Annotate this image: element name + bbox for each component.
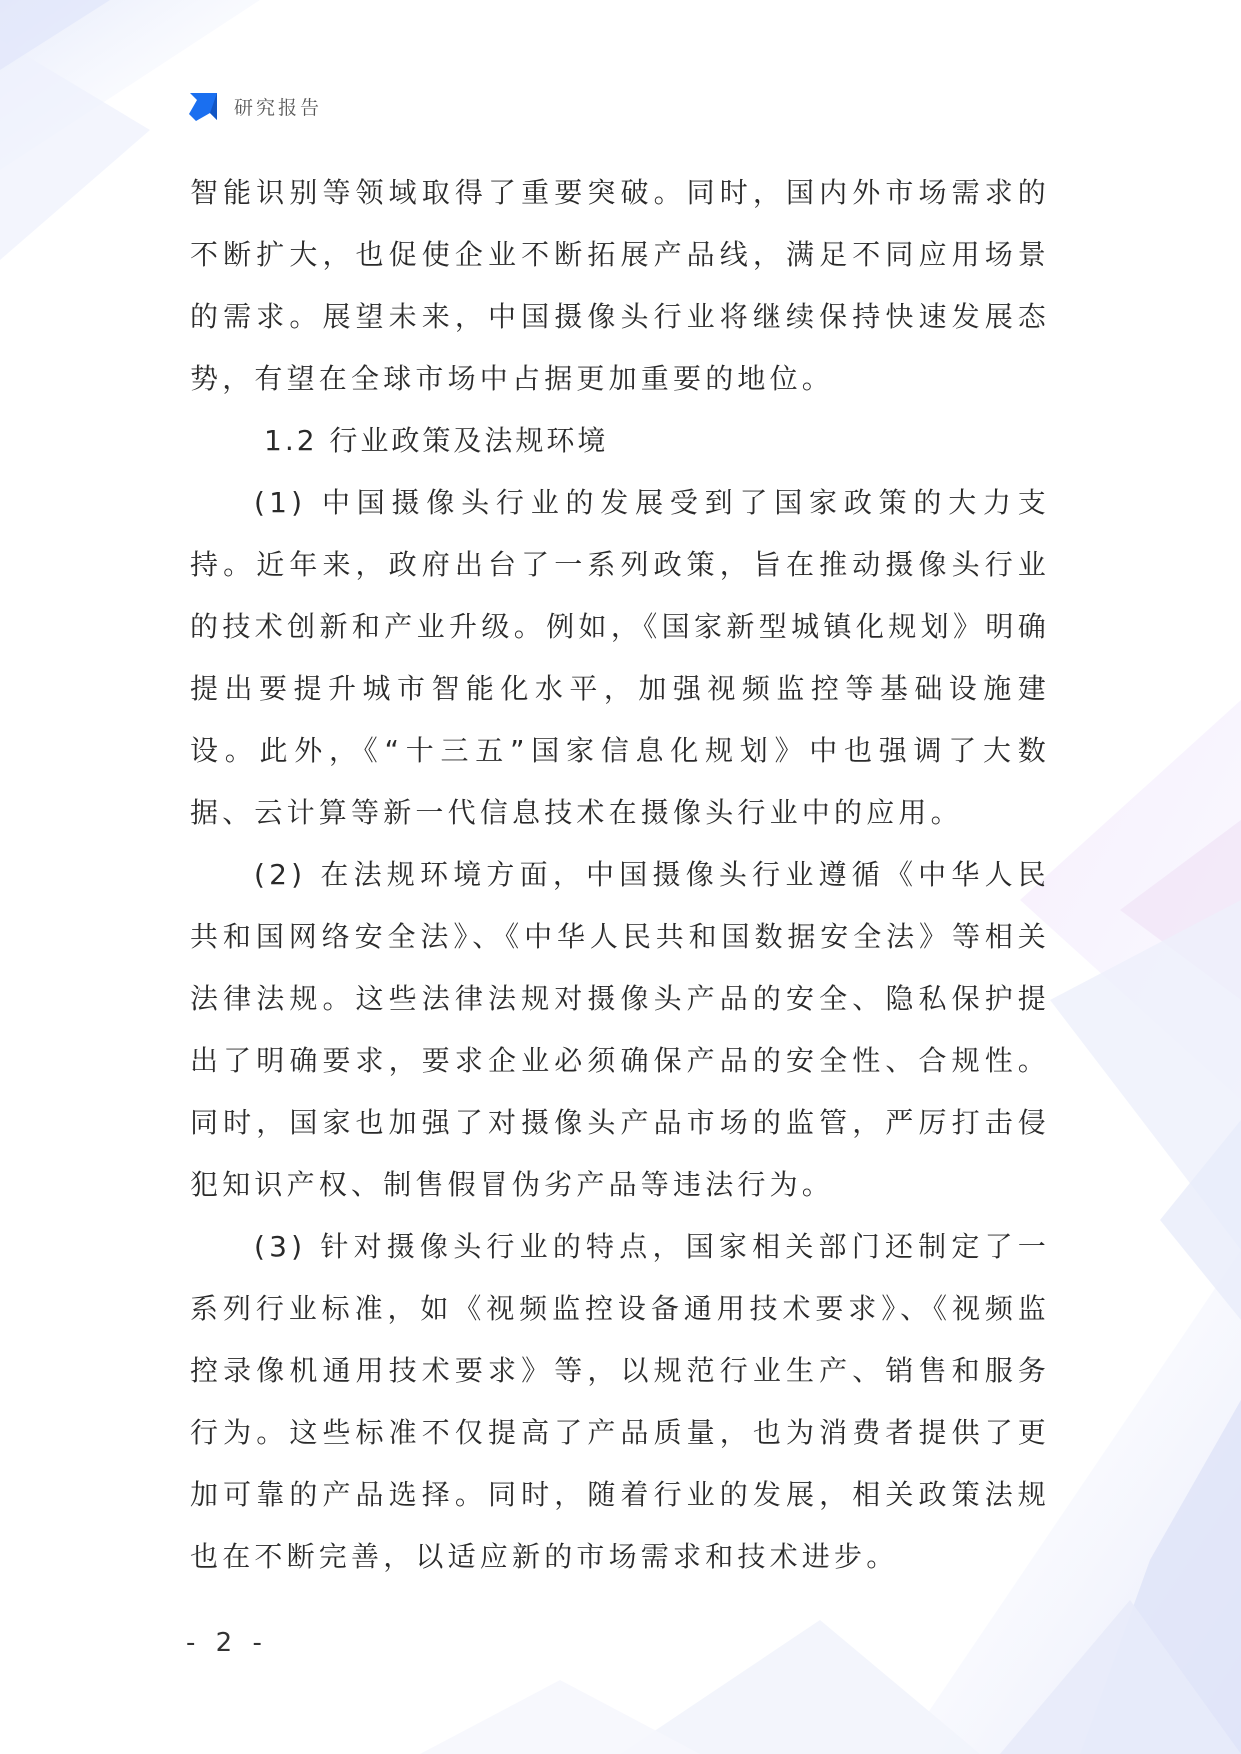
paragraph-regulations: (2) 在法规环境方面，中国摄像头行业遵循《中华人民共和国网络安全法》、《中华人民共和国数据安全法》等相关法律法规。这些法律法规对摄像头产品的安全、隐私保护提出了明确要求，要求企业必须确保产品的安全性、合规性。同时，国家也加强了对摄像头产品市场的监管，严厉打击侵犯知识产权、制售假冒伪劣产品等违法行为。 [190, 858, 1050, 1201]
paragraph-policy-support: (1) 中国摄像头行业的发展受到了国家政策的大力支持。近年来，政府出台了一系列政策，旨在推动摄像头行业的技术创新和产业升级。例如，《国家新型城镇化规划》明确提出要提升城市智能化水平，加强视频监控等基础设施建设。此外，《“十三五”国家信息化规划》中也强调了大数据、云计算等新一代信息技术在摄像头行业中的应用。 [190, 486, 1050, 829]
document-body [190, 162, 1050, 1588]
section-heading: 1.2 行业政策及法规环境 [264, 424, 609, 457]
arrow-up-right-icon [188, 90, 220, 122]
paragraph-intro: 智能识别等领域取得了重要突破。同时，国内外市场需求的不断扩大，也促使企业不断拓展产品线，满足不同应用场景的需求。展望未来，中国摄像头行业将继续保持快速发展态势，有望在全球市场中占据更加重要的地位。 [190, 176, 1050, 395]
paragraph-industry-standards: (3) 针对摄像头行业的特点，国家相关部门还制定了一系列行业标准，如《视频监控设备通用技术要求》、《视频监控录像机通用技术要求》等，以规范行业生产、销售和服务行为。这些标准不仅提高了产品质量，也为消费者提供了更加可靠的产品选择。同时，随着行业的发展，相关政策法规也在不断完善，以适应新的市场需求和技术进步。 [190, 1230, 1050, 1573]
page-header [188, 88, 322, 124]
page-number: - 2 - [186, 1628, 268, 1658]
report-label: 研究报告 [234, 96, 323, 119]
